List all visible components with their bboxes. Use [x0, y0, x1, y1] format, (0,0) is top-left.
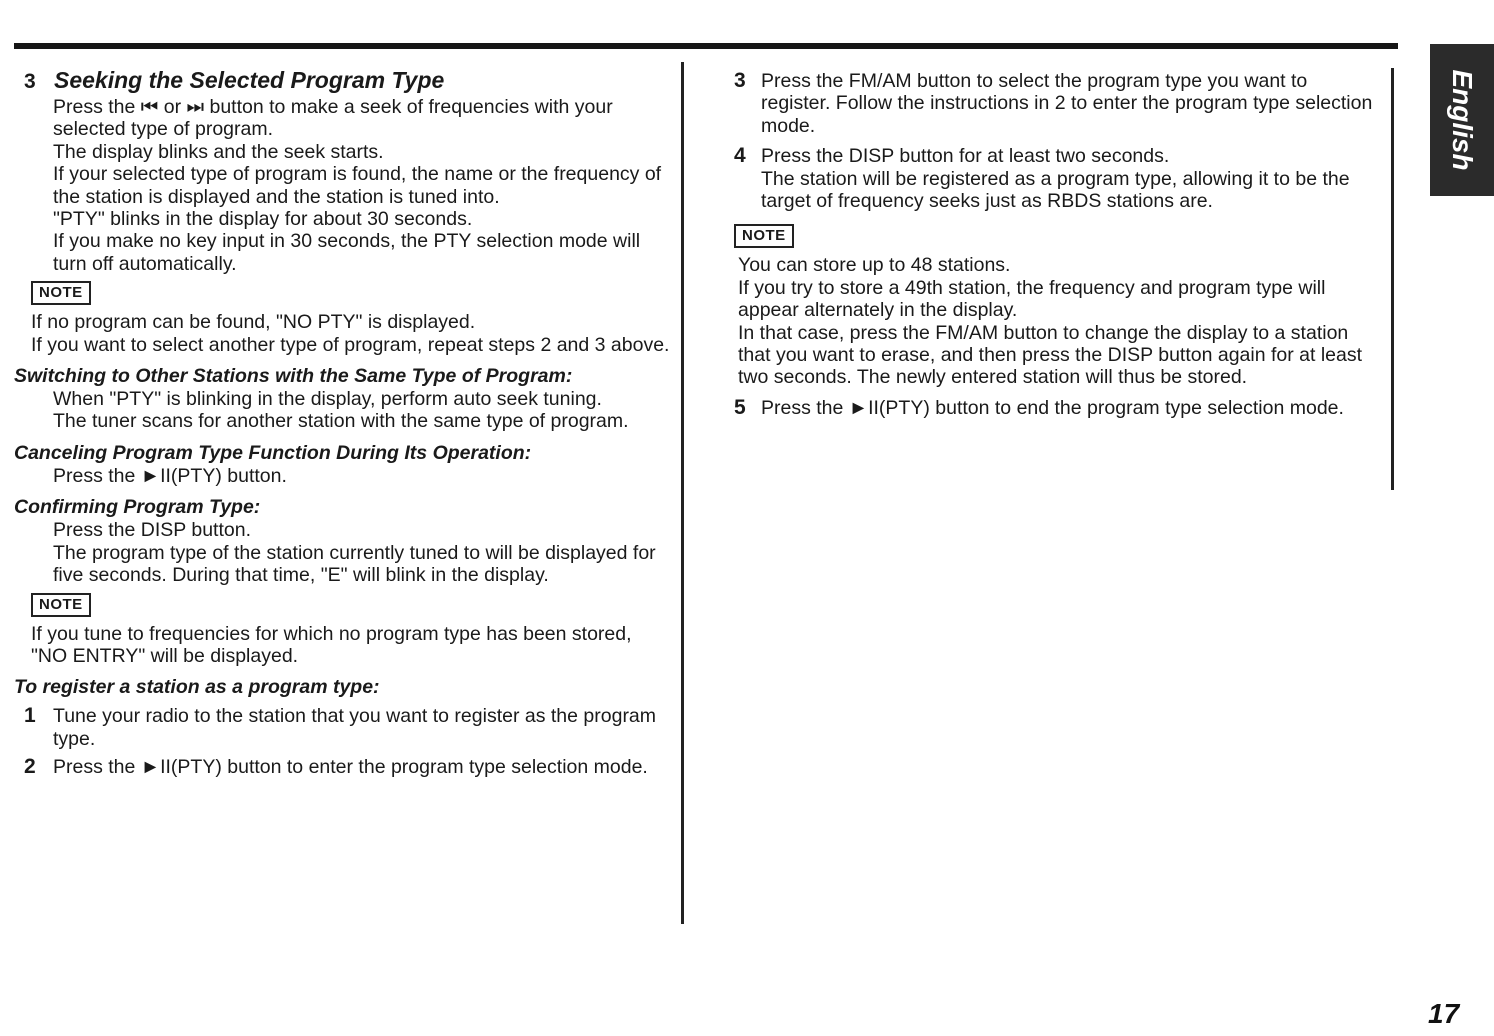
left-column	[14, 66, 670, 779]
language-tab	[1430, 44, 1494, 196]
note-body	[31, 623, 670, 668]
step-item	[14, 705, 670, 750]
paragraph: If you make no key input in 30 seconds, the PTY selection mode will turn off automatically.	[53, 230, 641, 275]
note-label: NOTE	[31, 281, 91, 305]
paragraph: In that case, press the FM/AM button to change the display to a station that you want to erase, and then press the DISP button again for at least two seconds. The newly entered station will thus be stored.	[738, 321, 1363, 389]
subheading-confirming: Confirming Program Type:	[14, 496, 261, 519]
right-margin-divider	[1391, 68, 1394, 490]
paragraph: Press the ►II(PTY) button.	[53, 464, 287, 487]
step-number: 5	[734, 395, 746, 419]
paragraph: The program type of the station currently tuned to will be displayed for five seconds. During that time, "E" will blink in the display.	[53, 541, 656, 587]
confirming-body	[53, 519, 670, 586]
paragraph: Press the ⏮ or ⏭ button to make a seek of frequencies with your selected type of program.	[53, 96, 613, 141]
paragraph: Press the DISP button.	[53, 519, 251, 542]
step-number: 2	[24, 755, 36, 779]
paragraph: If you try to store a 49th station, the frequency and program type will appear alternately in the display.	[738, 276, 1326, 322]
note-label: NOTE	[734, 224, 794, 248]
step-number: 1	[24, 704, 36, 728]
step-text: Press the ►II(PTY) button to enter the program type selection mode.	[53, 756, 648, 779]
note-body	[738, 254, 1380, 388]
paragraph: If you tune to frequencies for which no program type has been stored, "NO ENTRY" will be displayed.	[31, 622, 632, 667]
paragraph: When "PTY" is blinking in the display, perform auto seek tuning.	[53, 388, 602, 411]
step-text: Press the FM/AM button to select the program type you want to register. Follow the instructions in 2 to enter the program type selection mode.	[761, 70, 1373, 137]
step-number: 3	[734, 69, 746, 92]
seeking-body	[53, 96, 670, 275]
step-number: 4	[734, 144, 746, 168]
paragraph: If your selected type of program is found, the name or the frequency of the station is displayed and the station is tuned into.	[53, 163, 662, 208]
switching-body	[53, 388, 670, 433]
paragraph: "PTY" blinks in the display for about 30 seconds.	[53, 208, 473, 231]
page-number: 17	[1428, 998, 1460, 1029]
step-text: Press the ►II(PTY) button to end the program type selection mode.	[761, 396, 1344, 419]
step-text	[761, 145, 1380, 212]
step-item	[730, 397, 1380, 419]
paragraph: If you want to select another type of program, repeat steps 2 and 3 above.	[31, 333, 670, 356]
paragraph: You can store up to 48 stations.	[738, 254, 1011, 277]
paragraph: Press the DISP button for at least two seconds.	[761, 145, 1170, 168]
step-item	[14, 756, 670, 778]
step-item	[730, 70, 1380, 137]
subheading-switching: Switching to Other Stations with the Same Type of Program:	[14, 365, 573, 388]
language-tab-label: English	[1447, 69, 1478, 171]
paragraph: The station will be registered as a program type, allowing it to be the target of frequency seeks just as RBDS stations are.	[761, 167, 1350, 213]
note-body	[31, 311, 670, 356]
subheading-register: To register a station as a program type:	[14, 676, 380, 699]
paragraph: If no program can be found, "NO PTY" is displayed.	[31, 311, 476, 334]
note-label: NOTE	[31, 593, 91, 617]
canceling-body	[53, 465, 670, 487]
paragraph: The display blinks and the seek starts.	[53, 140, 384, 163]
column-divider	[681, 62, 684, 924]
section-heading-seeking	[24, 66, 670, 96]
paragraph: The tuner scans for another station with the same type of program.	[53, 410, 629, 433]
section-number: 3	[24, 70, 36, 93]
top-rule	[14, 43, 1398, 49]
section-title: Seeking the Selected Program Type	[54, 67, 445, 93]
subheading-canceling: Canceling Program Type Function During Its Operation:	[14, 441, 532, 464]
right-column	[730, 70, 1380, 427]
step-item	[730, 145, 1380, 212]
step-text: Tune your radio to the station that you want to register as the program type.	[53, 705, 657, 750]
